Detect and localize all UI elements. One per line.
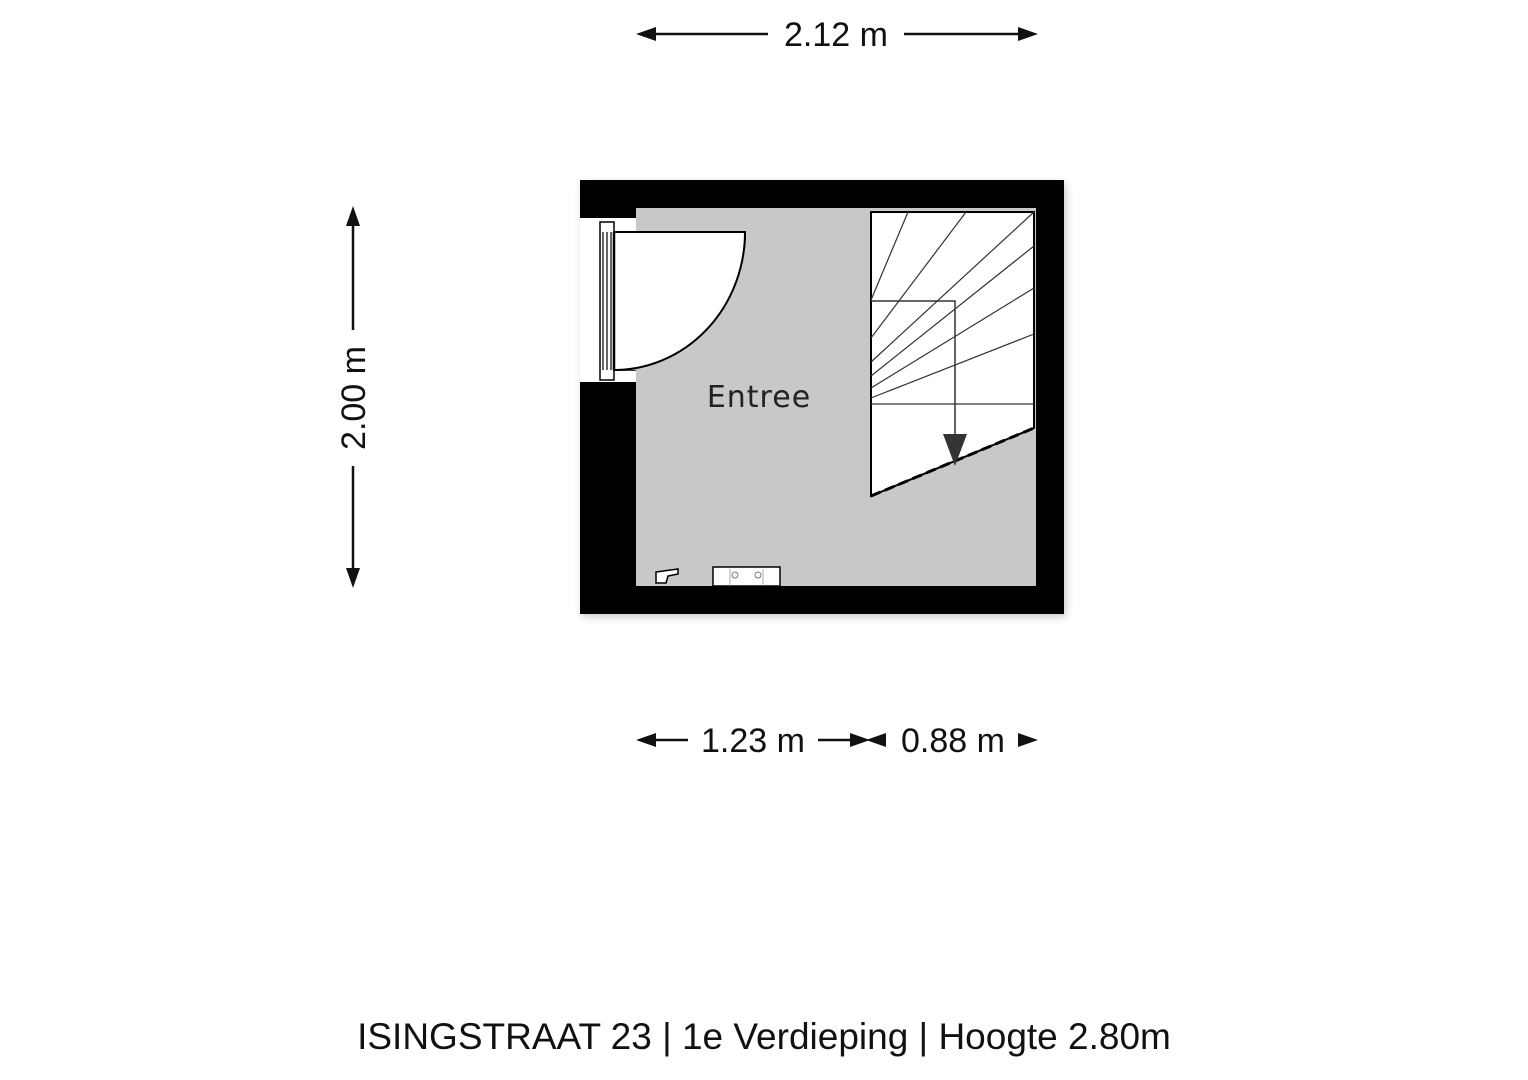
arrow-left-icon [866, 733, 886, 747]
dimension-top [636, 16, 1038, 54]
dimension-height: 2.00 m [335, 346, 373, 450]
arrow-right-icon [1018, 733, 1038, 747]
arrow-right-icon [1018, 27, 1038, 41]
dimension-total-width: 2.12 m [784, 16, 888, 54]
dimension-left [335, 206, 373, 588]
floor-plan-title: ISINGSTRAAT 23 | 1e Verdieping | Hoogte 2.80m [357, 1016, 1171, 1057]
dimension-bottom [636, 722, 1038, 760]
arrow-down-icon [346, 568, 360, 588]
arrow-up-icon [346, 206, 360, 226]
room-label: Entree [706, 380, 812, 415]
radiator-icon [713, 567, 780, 586]
room [580, 180, 1066, 617]
arrow-left-icon [636, 27, 656, 41]
dimension-segment-right: 0.88 m [901, 722, 1005, 760]
dimension-segment-left: 1.23 m [701, 722, 805, 760]
